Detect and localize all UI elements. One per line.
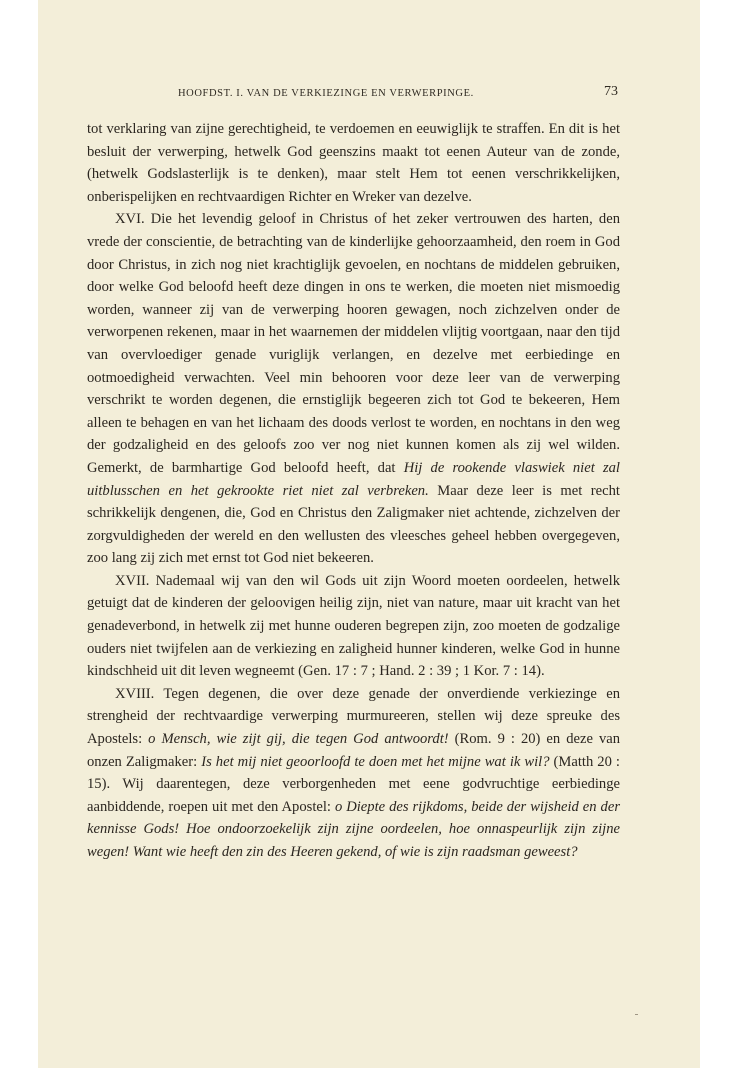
text-run: XVIII. Tegen degenen, die over deze genade der onverdiende verkiezinge en strengheid der rechtvaardige verwerping murmureeren, stellen wij deze spreuke des Apostels:: [87, 685, 620, 748]
text-run: (Matth 20 : 15). Wij daarentegen, deze verborgenheden met eene godvruchtige eerbiedinge aanbiddende, roepen uit met den Apostel:: [87, 753, 620, 815]
text-run: tot verklaring van zijne gerechtigheid, te verdoemen en eeuwiglijk te straffen. En dit is het besluit der verwerping, hetwelk God geenszins maakt tot eenen Auteur van de zonde, (hetwelk Godslasterlijk is te denken), maar stelt Hem tot eenen verschrikkelijken, onberispelijken en rechtvaardigen Richter en Wreker van dezelve.: [87, 121, 620, 205]
text-run: (Rom. 9 : 20) en deze van onzen Zaligmaker:: [87, 731, 621, 770]
paragraph-article-18: [87, 683, 620, 864]
scripture-quote: o Diepte des rijkdoms, beide der wijsheid en der kennisse Gods! Hoe ondoorzoekelijk zijn zijne oordeelen, hoe onnaspeurlijk zijn zijne wegen! Want wie heeft den zin des Heeren gekend, of wie is zijn raadsman geweest?: [87, 798, 621, 860]
page-number: 73: [604, 84, 618, 99]
paragraph-article-17: [87, 570, 620, 683]
scripture-quote: Hij de rookende vlaswiek niet zal uitblusschen en het gekrookte riet niet zal verbreken.: [87, 459, 620, 499]
scripture-quote: o Mensch, wie zijt gij, die tegen God antwoordt!: [148, 731, 449, 748]
text-run: XVI. Die het levendig geloof in Christus of het zeker vertrouwen des harten, den vrede der conscientie, de betrachting van de kinderlijke gehoorzaamheid, den roem in God door Christus, in zich nog niet krachtiglijk gevoelen, en nochtans de middelen gebruiken, door welke God beloofd heeft deze dingen in ons te werken, die moeten niet mismoedig worden, wanneer zij van de verwerping hooren gewagen, noch zichzelven onder de verworpenen rekenen, maar in het waarnemen der middelen vlijtig voortgaan, naar den tijd van overvloediger genade vuriglijk verlangen, en dezelve met eerbiedinge en ootmoedigheid verwachten. Veel min behooren voor deze leer van de verwerping verschrikt te worden degenen, die ernstiglijk begeeren zich tot God te bekeeren, Hem alleen te behagen en van het lichaam des doods verlost te worden, en nochtans in den weg der godzaligheid en des geloofs zoo ver nog niet kunnen komen als zij wel wilden. Gemerkt, de barmhartige God beloofd heeft, dat: [87, 211, 620, 476]
text-run: Maar deze leer is met recht schrikkelijk dengenen, die, God en Christus den Zaligmaker niet achtende, zichzelven der zorgvuldigheden der wereld en den wellusten des vleesches geheel hebben overgegeven, zoo lang zij zich met ernst tot God niet bekeeren.: [87, 482, 620, 567]
paper-speck: [635, 1014, 638, 1015]
page-body: [87, 118, 620, 864]
text-run: XVII. Nademaal wij van den wil Gods uit zijn Woord moeten oordeelen, hetwelk getuigt dat de kinderen der geloovigen heilig zijn, niet van nature, maar uit kracht van het genadeverbond, in hetwelk zij met hunne ouderen begrepen zijn, zoo moeten de godzalige ouders niet twijfelen aan de verkiezing en zaligheid hunner kinderen, welke God in hunne kindschheid uit dit leven wegneemt (Gen. 17 : 7 ; Hand. 2 : 39 ; 1 Kor. 7 : 14).: [87, 572, 620, 680]
paragraph-article-16: [87, 208, 620, 570]
book-page: [38, 0, 700, 1068]
scripture-quote: Is het mij niet geoorloofd te doen met het mijne wat ik wil?: [201, 753, 550, 770]
chapter-title: HOOFDST. I. VAN DE VERKIEZINGE EN VERWERPINGE.: [178, 88, 474, 99]
paragraph-continuation: [87, 118, 620, 208]
